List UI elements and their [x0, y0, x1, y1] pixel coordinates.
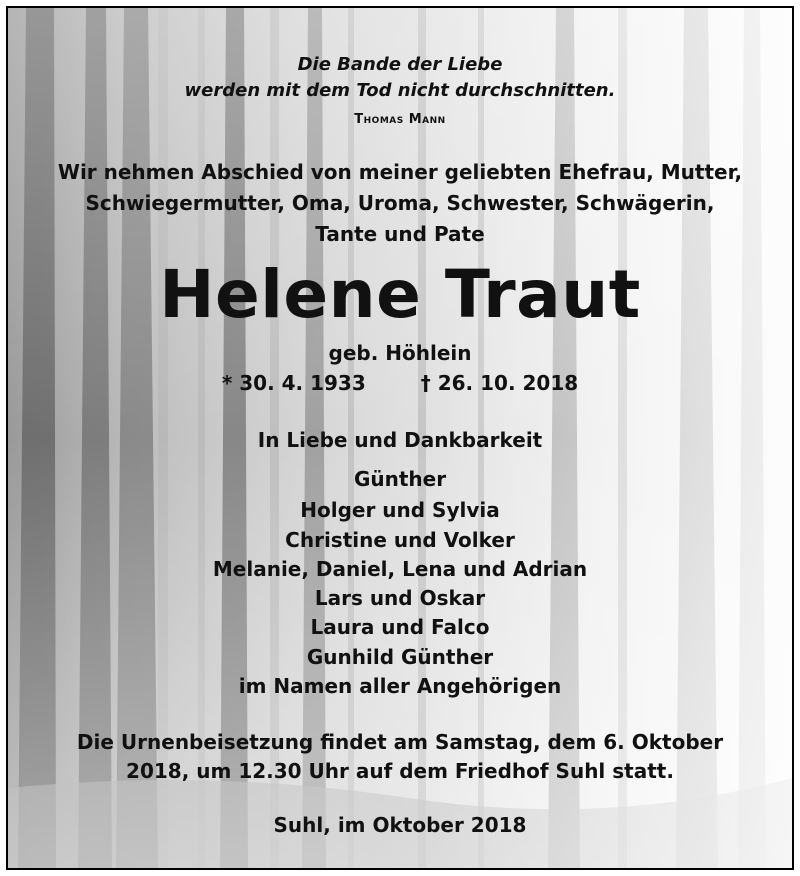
- mourner-name: im Namen aller Angehörigen: [238, 674, 562, 698]
- intro-line-3: Tante und Pate: [315, 222, 485, 246]
- mourner-name: Lars und Oskar: [314, 586, 486, 610]
- mourners-heading: In Liebe und Dankbarkeit: [257, 428, 543, 452]
- intro-line-1: Wir nehmen Abschied von meiner geliebten Ehefrau, Mutter,: [57, 160, 743, 184]
- mourner-name: Günther: [353, 467, 447, 491]
- mourner-name: Gunhild Günther: [306, 645, 494, 669]
- mourner-name: Christine und Volker: [285, 528, 515, 552]
- obituary-notice: [6, 6, 794, 870]
- funeral-line-2: 2018, um 12.30 Uhr auf dem Friedhof Suhl statt.: [126, 759, 674, 783]
- quote-line-1: Die Bande der Liebe: [297, 54, 503, 75]
- death-date: † 26. 10. 2018: [420, 371, 579, 395]
- quote-line-2: werden mit dem Tod nicht durchschnitten.: [184, 80, 616, 101]
- funeral-line-1: Die Urnenbeisetzung findet am Samstag, dem 6. Oktober: [76, 730, 724, 754]
- mourner-name: Melanie, Daniel, Lena und Adrian: [212, 557, 588, 581]
- birth-date: * 30. 4. 1933: [221, 371, 366, 395]
- quote-author: Thomas Mann: [354, 112, 446, 127]
- intro-line-2: Schwiegermutter, Oma, Uroma, Schwester, Schwägerin,: [85, 191, 715, 215]
- mourner-name: Laura und Falco: [310, 615, 490, 639]
- notice-text: [8, 8, 792, 868]
- life-dates: [8, 371, 792, 395]
- maiden-name: geb. Höhlein: [328, 341, 472, 365]
- deceased-name: Helene Traut: [159, 256, 641, 333]
- place-date: Suhl, im Oktober 2018: [273, 813, 527, 837]
- mourner-name: Holger und Sylvia: [300, 498, 500, 522]
